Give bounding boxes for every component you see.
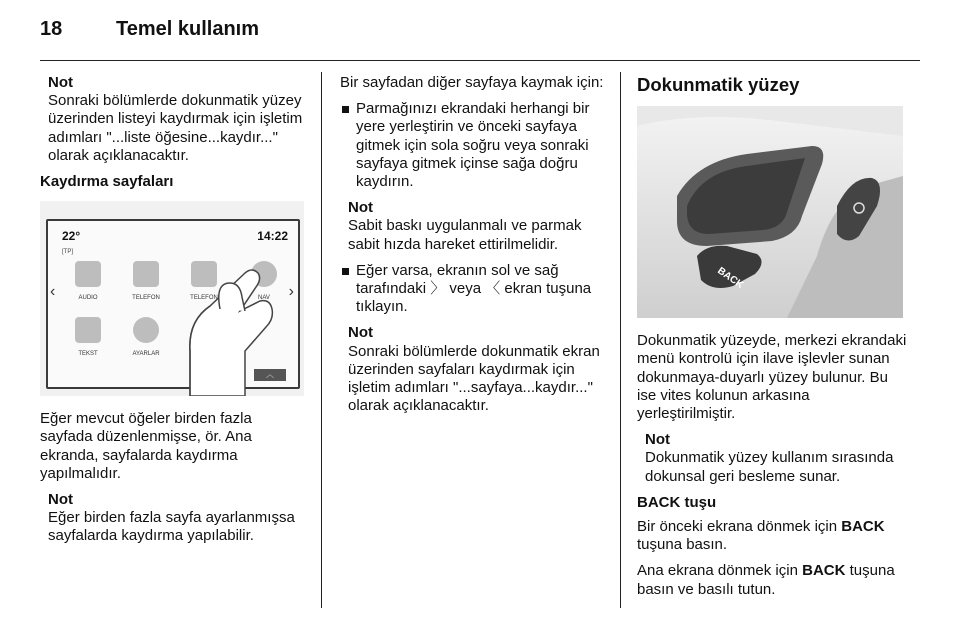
note-title: Not — [48, 491, 73, 509]
column-3 — [637, 74, 909, 607]
bullet-marker — [342, 106, 349, 113]
note-text: Eğer birden fazla sayfa ayarlanmışsa sayfalarda kaydırma yapılabilir. — [48, 509, 295, 545]
paragraph-scroll-intro: Bir sayfadan diğer sayfaya kaymak için: — [340, 74, 604, 91]
column-divider-2 — [620, 72, 621, 608]
subheading-back-key: BACK tuşu — [637, 493, 717, 511]
header-rule — [40, 60, 920, 61]
note-title: Not — [645, 431, 670, 449]
bullet-screen-keys: Eğer varsa, ekranın sol ve sağ tarafındaki 〉 veya 〈 ekran tuşuna tıklayın. — [340, 262, 605, 317]
paragraph-touchpad-desc: Dokunmatik yüzeyde, merkezi ekrandaki menü kontrolü için ilave işlevler sunan dokunmaya-duyarlı yüzey bulunur. Bu ise vites kolunun arkasına yerleştirilmiştir. — [637, 332, 907, 423]
app-phone: TELEFON — [126, 261, 166, 307]
note-list-scroll — [48, 74, 305, 165]
note-title: Not — [348, 199, 373, 217]
note-title: Not — [348, 324, 373, 342]
swipe-finger-icon — [40, 201, 304, 396]
up-arrow-button: ︿ — [254, 369, 286, 381]
column-2 — [340, 74, 605, 423]
app-audio: AUDIO — [68, 261, 108, 307]
note-text: Sonraki bölümlerde dokunmatik ekran üzerinden sayfaları kaydırmak için işletim adımları "...sayfaya...kaydır..." olarak açıklanacaktır. — [348, 342, 600, 415]
paragraph-back-home: Ana ekrana dönmek için BACK tuşuna basın ve basılı tutun. — [637, 562, 895, 598]
touchpad-title: Dokunmatik yüzey — [637, 74, 800, 95]
note-title: Not — [48, 74, 73, 91]
note-haptic — [645, 431, 909, 486]
touchpad-photo — [637, 106, 903, 318]
app-phone-2: TELEFON — [184, 261, 224, 307]
bullet-marker — [342, 268, 349, 275]
subheading-scroll-pages: Kaydırma sayfaları — [40, 173, 174, 191]
bullet-swipe: Parmağınızı ekrandaki herhangi bir yere yerleştirin ve önceki sayfaya gitmek için sola soğru veya sonraki sayfaya gitmek içinse sağa doğru kaydırın. — [340, 100, 605, 191]
column-divider-1 — [321, 72, 322, 608]
note-constant-pressure — [348, 199, 605, 254]
temperature-readout: 22° — [62, 229, 81, 244]
home-screen-illustration — [40, 201, 304, 396]
note-page-scroll-steps — [348, 324, 605, 415]
note-text: Dokunmatik yüzey kullanım sırasında dokunsal geri besleme sunar. — [645, 449, 894, 485]
touchpad-illustration — [637, 106, 903, 318]
tp-indicator: [TP] — [62, 249, 74, 256]
app-settings: AYARLAR — [126, 317, 166, 363]
clock-readout: 14:22 — [257, 229, 288, 244]
paragraph-back-previous: Bir önceki ekrana dönmek için BACK tuşuna basın. — [637, 518, 885, 554]
app-text: TEKST — [68, 317, 108, 363]
chevron-right-icon: › — [288, 283, 294, 301]
paragraph-multi-page: Eğer mevcut öğeler birden fazla sayfada düzenlenmişse, ör. Ana ekranda, sayfalarda kaydırma yapılmalıdır. — [40, 410, 252, 482]
section-title: Temel kullanım — [116, 18, 260, 40]
back-key-label: BACK — [715, 265, 746, 292]
column-1 — [40, 74, 305, 554]
note-multiple-pages — [48, 491, 305, 546]
note-text: Sabit baskı uygulanmalı ve parmak sabit hızda hareket ettirilmelidir. — [348, 217, 582, 253]
note-text: Sonraki bölümlerde dokunmatik yüzey üzerinden listeyi kaydırmak için işletim adımları "...liste öğesine...kaydır..." olarak açıklanacaktır. — [48, 92, 303, 164]
chevron-left-icon: ‹ — [50, 283, 56, 301]
page-number: 18 — [40, 18, 63, 40]
page-header — [40, 18, 920, 48]
app-nav: NAV — [244, 261, 284, 307]
